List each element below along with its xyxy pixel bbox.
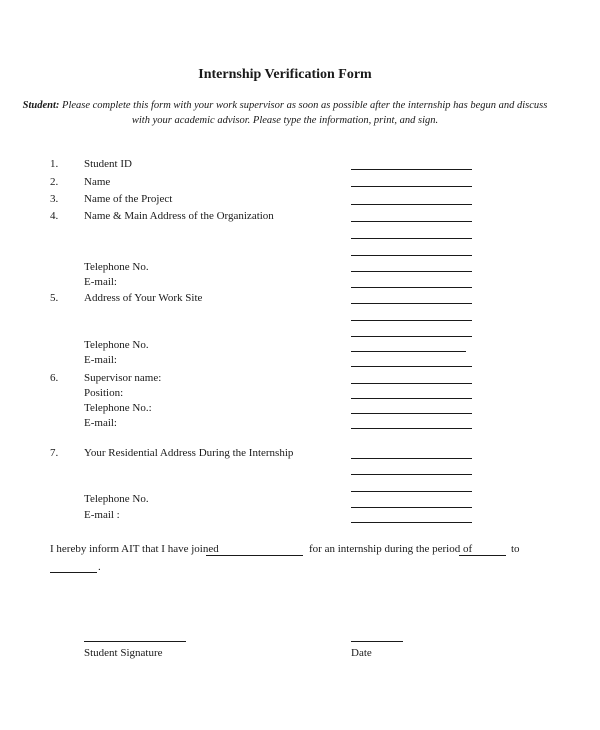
organization-field-line-2[interactable] [351, 238, 472, 239]
label-student-signature: Student Signature [84, 647, 163, 659]
label-telephone-site: Telephone No. [84, 339, 149, 351]
work-site-field-line-3[interactable] [351, 336, 472, 337]
organization-field-line-3[interactable] [351, 255, 472, 256]
label-date: Date [351, 647, 372, 659]
label-email-site: E-mail: [84, 354, 117, 366]
intro-text-1: Please complete this form with your work supervisor as soon as possible after the internship has begun and discuss [62, 100, 548, 111]
label-residential-address: Your Residential Address During the Internship [84, 447, 294, 459]
email-residence-field[interactable] [351, 522, 472, 523]
period-end-field[interactable] [50, 572, 97, 573]
label-organization: Name & Main Address of the Organization [84, 210, 274, 222]
name-field[interactable] [351, 186, 472, 187]
item-number-3: 3. [50, 193, 59, 205]
statement-part-3: to [511, 543, 520, 555]
supervisor-name-field[interactable] [351, 383, 472, 384]
organization-joined-field[interactable] [206, 555, 303, 556]
residential-address-line-3[interactable] [351, 491, 472, 492]
label-telephone-residence: Telephone No. [84, 493, 149, 505]
label-telephone-supervisor: Telephone No.: [84, 402, 152, 414]
email-org-field[interactable] [351, 287, 472, 288]
label-email-org: E-mail: [84, 276, 117, 288]
work-site-field-line-1[interactable] [351, 303, 472, 304]
telephone-supervisor-field[interactable] [351, 413, 472, 414]
form-title: Internship Verification Form [198, 67, 372, 82]
item-number-2: 2. [50, 176, 59, 188]
organization-field-line-1[interactable] [351, 221, 472, 222]
student-id-field[interactable] [351, 169, 472, 170]
telephone-residence-field[interactable] [351, 507, 472, 508]
label-email-residence: E-mail : [84, 509, 120, 521]
label-name: Name [84, 176, 111, 188]
statement-part-1: I hereby inform AIT that I have joined [50, 543, 219, 555]
project-name-field[interactable] [351, 204, 472, 205]
label-position: Position: [84, 387, 124, 399]
work-site-field-line-2[interactable] [351, 320, 472, 321]
item-number-4: 4. [50, 210, 59, 222]
item-number-7: 7. [50, 447, 59, 459]
label-telephone-org: Telephone No. [84, 261, 149, 273]
label-project-name: Name of the Project [84, 193, 173, 205]
telephone-site-field[interactable] [351, 351, 466, 352]
date-field[interactable] [351, 641, 403, 642]
label-student-id: Student ID [84, 158, 132, 170]
label-work-site: Address of Your Work Site [84, 292, 203, 304]
period-start-field[interactable] [459, 555, 506, 556]
label-supervisor-name: Supervisor name: [84, 372, 162, 384]
item-number-6: 6. [50, 372, 59, 384]
item-number-1: 1. [50, 158, 59, 170]
residential-address-line-2[interactable] [351, 474, 472, 475]
intro-line-1 [0, 98, 570, 113]
statement-part-2: for an internship during the period of [309, 543, 473, 555]
intro-line-2: with your academic advisor. Please type the information, print, and sign. [131, 115, 439, 126]
telephone-org-field[interactable] [351, 271, 472, 272]
intro-label: Student: [22, 100, 60, 111]
student-signature-field[interactable] [84, 641, 186, 642]
item-number-5: 5. [50, 292, 59, 304]
position-field[interactable] [351, 398, 472, 399]
label-email-supervisor: E-mail: [84, 417, 117, 429]
residential-address-line-1[interactable] [351, 458, 472, 459]
statement-period: . [98, 561, 101, 573]
email-supervisor-field[interactable] [351, 428, 472, 429]
email-site-field[interactable] [351, 366, 472, 367]
